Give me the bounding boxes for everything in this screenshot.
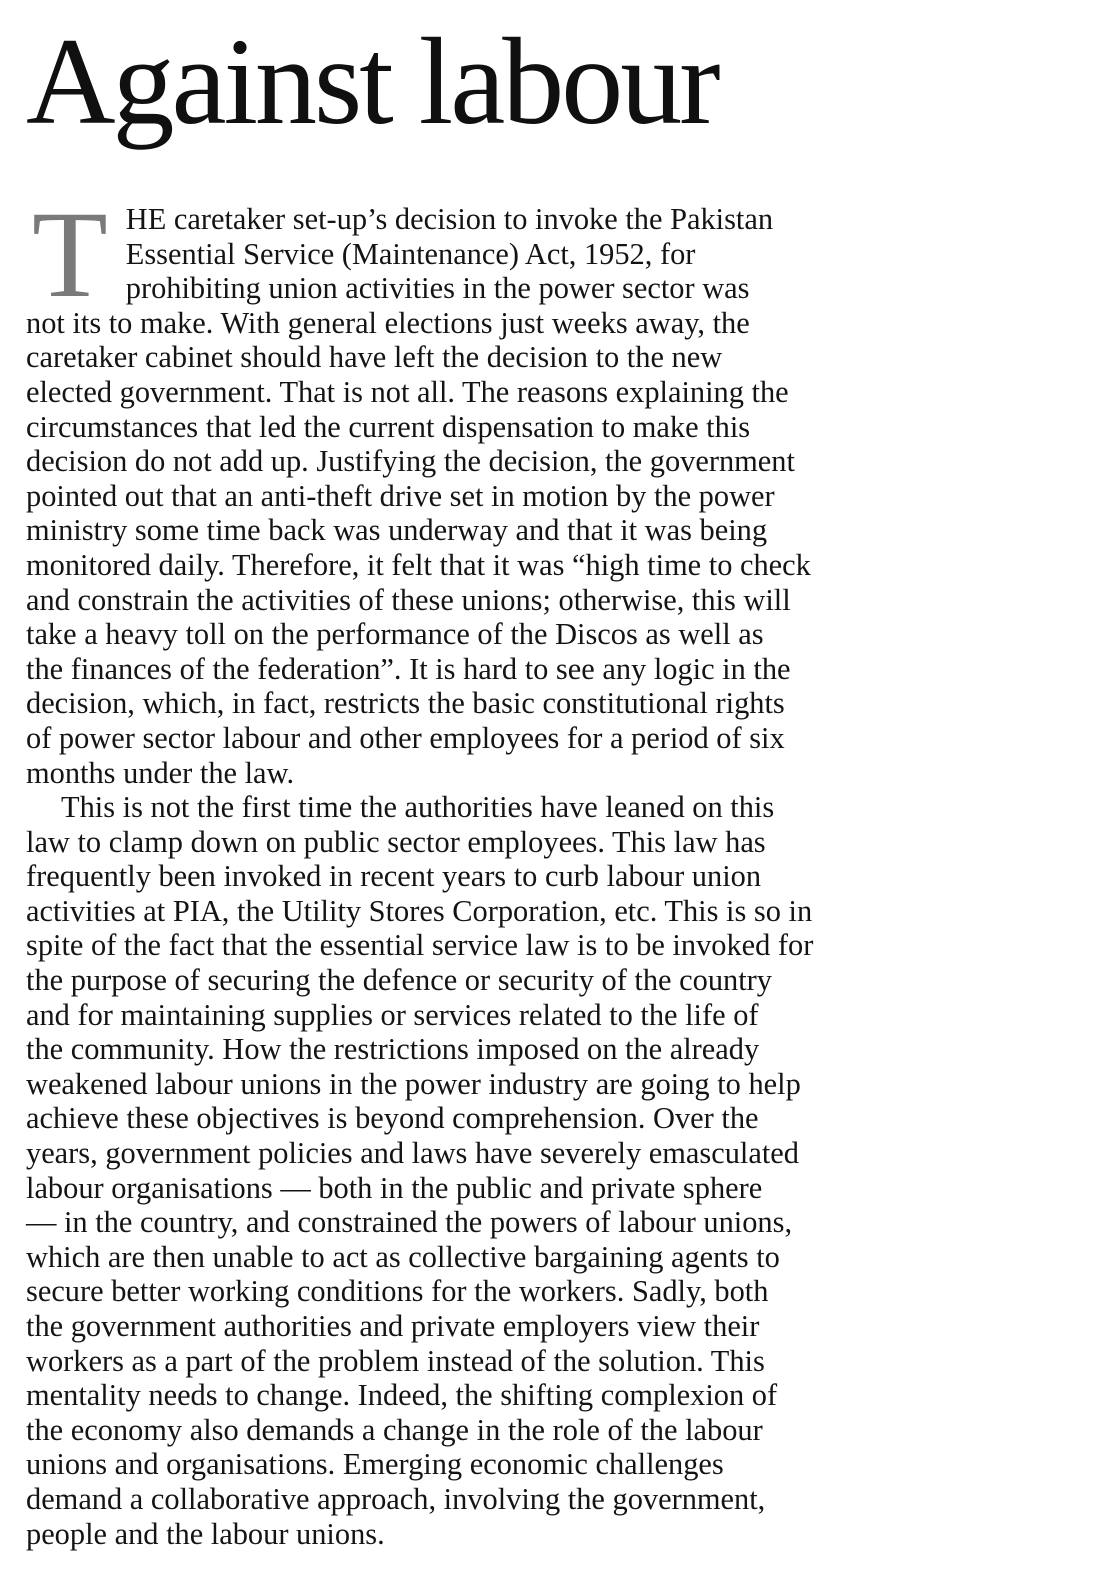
text-line: and for maintaining supplies or services related to the life of (26, 997, 759, 1032)
headline: Against labour (26, 13, 718, 150)
text-line: and constrain the activities of these unions; otherwise, this will (26, 582, 791, 617)
text-line: years, government policies and laws have severely emasculated (26, 1136, 799, 1171)
text-line: decision do not add up. Justifying the decision, the government (26, 444, 795, 479)
text-line: — in the country, and constrained the powers of labour unions, (26, 1205, 793, 1240)
text-line: months under the law. (26, 755, 295, 790)
text-line: monitored daily. Therefore, it felt that it was “high time to check (26, 547, 811, 582)
text-line: not its to make. With general elections just weeks away, the (26, 305, 750, 340)
text-line: Essential Service (Maintenance) Act, 1952, for (125, 236, 696, 271)
text-line: caretaker cabinet should have left the decision to the new (26, 340, 723, 375)
text-line: take a heavy toll on the performance of the Discos as well as (26, 617, 764, 652)
text-line: the purpose of securing the defence or security of the country (26, 963, 772, 998)
text-line: the community. How the restrictions imposed on the already (26, 1032, 760, 1067)
article-body (26, 186, 1066, 1551)
text-line: HE caretaker set-up’s decision to invoke the Pakistan (125, 202, 774, 236)
editorial-article (26, 13, 1066, 1551)
text-line: labour organisations — both in the public and private sphere (26, 1170, 763, 1205)
text-line: prohibiting union activities in the power sector was (125, 271, 750, 306)
text-line: the finances of the federation”. It is hard to see any logic in the (26, 651, 791, 686)
text-line: This is not the first time the authorities have leaned on this (61, 790, 775, 825)
drop-cap: T (32, 186, 108, 323)
text-line: unions and organisations. Emerging economic challenges (26, 1447, 724, 1482)
text-line: spite of the fact that the essential service law is to be invoked for (26, 928, 814, 963)
text-line: workers as a part of the problem instead of the solution. This (26, 1343, 765, 1378)
text-line: demand a collaborative approach, involving the government, (26, 1481, 766, 1516)
paragraph-1 (26, 186, 1066, 790)
text-line: ministry some time back was underway and that it was being (26, 513, 768, 548)
text-line: activities at PIA, the Utility Stores Corporation, etc. This is so in (26, 893, 813, 928)
text-line: weakened labour unions in the power industry are going to help (26, 1066, 801, 1101)
text-line: elected government. That is not all. The reasons explaining the (26, 374, 789, 409)
text-line: the economy also demands a change in the role of the labour (26, 1412, 763, 1447)
text-line: secure better working conditions for the workers. Sadly, both (26, 1274, 769, 1309)
text-line: mentality needs to change. Indeed, the shifting complexion of (26, 1378, 778, 1413)
text-line: pointed out that an anti-theft drive set in motion by the power (26, 478, 775, 513)
text-line: decision, which, in fact, restricts the basic constitutional rights (26, 686, 785, 721)
text-line: the government authorities and private employers view their (26, 1309, 760, 1343)
paragraph-2 (26, 790, 1066, 1551)
text-line: achieve these objectives is beyond comprehension. Over the (26, 1101, 759, 1136)
text-line: which are then unable to act as collective bargaining agents to (26, 1239, 780, 1274)
text-line: circumstances that led the current dispensation to make this (26, 409, 751, 444)
text-line: law to clamp down on public sector employees. This law has (26, 824, 766, 859)
text-line: people and the labour unions. (26, 1516, 385, 1551)
text-line: frequently been invoked in recent years to curb labour union (26, 859, 762, 894)
text-line: of power sector labour and other employees for a period of six (26, 720, 785, 755)
